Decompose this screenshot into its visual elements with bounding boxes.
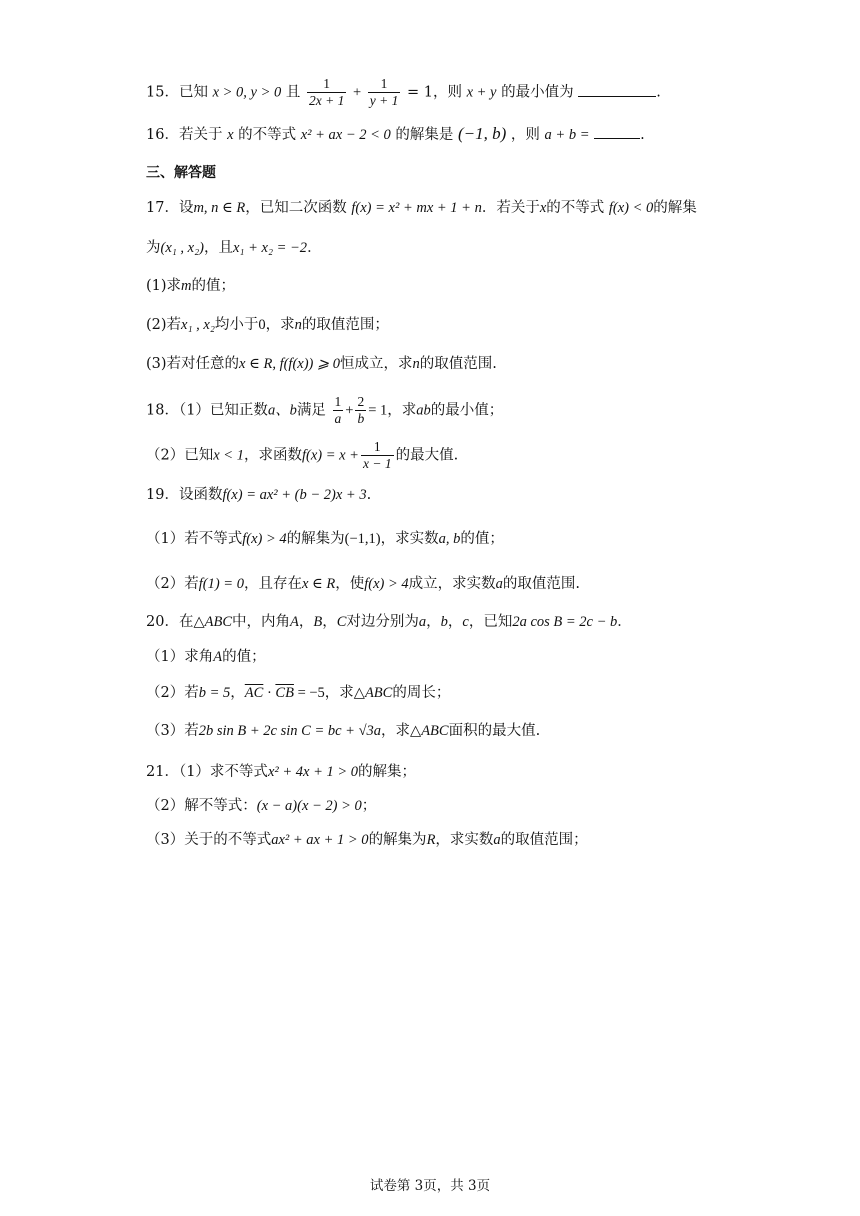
q21-part3-label: （3）关于的不等式: [146, 832, 272, 848]
q17-part3-label: (3)若对任意的: [146, 356, 240, 372]
q17-part1-label: (1)求: [146, 278, 182, 294]
q17-text-5: 为: [146, 240, 161, 256]
q19-text-7: 的取值范围.: [502, 576, 581, 592]
q19-text: 的解集为: [286, 531, 345, 547]
q21-inequality-3: ax² + ax + 1 > 0: [271, 832, 369, 848]
q18-function: f(x) = x +: [301, 447, 359, 464]
q18-text-5: 的最大值.: [395, 447, 459, 464]
vector-ac: $\overline{AC}$: [244, 685, 264, 701]
q21-set-r: R: [426, 832, 436, 848]
q16-text-2: 的解集是: [395, 127, 454, 143]
q19-condition: f(1) = 0: [198, 576, 244, 592]
q17-part2-text-2: ，求: [265, 317, 295, 333]
q20-label: 20．在: [146, 614, 194, 630]
q15-fraction-1: [307, 76, 346, 109]
q15-equals: = 1，则: [406, 84, 462, 101]
q16-label: 16．若关于: [146, 127, 223, 143]
question-20: [146, 612, 632, 632]
q17-label: 17．设: [146, 200, 194, 216]
q20-equation: 2a cos B = 2c − b: [512, 614, 618, 630]
q19-domain: x ∈ R: [301, 576, 336, 592]
q15-frac2-denominator: y + 1: [369, 93, 399, 108]
q20-part2-text: ，求: [324, 685, 354, 701]
q17-inequality: f(x) < 0: [608, 200, 654, 216]
q17-set: m, n ∈ R: [193, 200, 246, 216]
q19-label: 19．设函数: [146, 487, 223, 503]
q17-part3-condition: x ∈ R, f(f(x)) ⩾ 0: [239, 356, 341, 372]
q18-fraction-3: [361, 439, 394, 472]
q19-inequality-2: f(x) > 4: [364, 576, 409, 592]
q18-frac1-numerator: 1: [334, 394, 342, 409]
q17-part2-variables: x₁ , x₂: [181, 317, 215, 333]
q17-text-6: ，且: [204, 240, 233, 256]
q20-text-2: 对边分别为: [346, 614, 419, 630]
q20-part2-comma: ，: [230, 685, 245, 701]
q20-comma: ，: [298, 614, 314, 630]
q19-function: f(x) = ax² + (b − 2)x + 3: [222, 487, 367, 503]
q20-triangle-3: △ABC: [410, 723, 449, 739]
q15-fraction-2: [368, 76, 401, 109]
question-17-part-1: [146, 276, 235, 296]
q20-part3-text-2: 面积的最大值.: [448, 723, 541, 739]
q19-part1-label: （1）若不等式: [146, 531, 243, 547]
q20-part3-text: ，求: [381, 723, 411, 739]
q20-comma: ，: [322, 614, 337, 630]
q17-part2-text: 均小于: [214, 317, 259, 333]
q21-variable-a: a: [493, 832, 501, 848]
q17-interval: (x₁ , x₂): [160, 240, 204, 256]
q17-text-3: 的不等式: [546, 200, 605, 216]
q20-part2-condition: b = 5: [198, 685, 231, 701]
q18-text-2: ，求: [387, 402, 417, 419]
question-18-part-1: [146, 394, 503, 427]
q20-end: ．: [617, 614, 632, 630]
q18-variables: a、b: [267, 402, 297, 419]
section-heading: 三、解答题: [146, 165, 216, 181]
q18-frac3-denominator: x − 1: [362, 456, 392, 471]
q18-frac3-numerator: 1: [361, 439, 394, 456]
q17-part2-text-3: 的取值范围；: [301, 317, 389, 333]
q18-condition: x < 1: [213, 447, 244, 464]
q17-part1-text: 的值；: [191, 278, 236, 294]
q18-frac1-denominator: a: [334, 411, 342, 426]
question-19-part-2: [146, 574, 580, 594]
question-21-part-3: [146, 830, 588, 850]
q21-inequality: x² + 4x + 1 > 0: [267, 764, 359, 780]
q20-part2-label: （2）若: [146, 685, 199, 701]
q17-text-4: 的解集: [653, 200, 697, 216]
q19-text-2: ，求实数: [380, 531, 439, 547]
q19-text-4: ，且存在: [243, 576, 302, 592]
question-19: [146, 485, 371, 505]
q19-text-3: 的值；: [460, 531, 504, 547]
q20-part1-text: 的值；: [222, 649, 266, 665]
question-20-part-2: [146, 683, 450, 703]
dot-operator: ·: [263, 685, 276, 701]
question-17-part-2: [146, 315, 389, 335]
q20-part1-angle: A: [213, 649, 223, 665]
q17-part2-variable-n: n: [294, 317, 302, 333]
q15-label: 15．已知: [146, 84, 208, 101]
q16-variable: x: [227, 127, 234, 143]
question-20-part-3: [146, 721, 540, 741]
question-20-part-1: [146, 647, 266, 667]
q21-inequality-2: (x − a)(x − 2) > 0: [256, 798, 362, 814]
q17-variable: x: [539, 200, 547, 216]
q20-part3-equation: 2b sin B + 2c sin C = bc + √3a: [198, 723, 382, 739]
question-17-part-3: [146, 354, 497, 374]
q18-plus: +: [345, 402, 354, 419]
q17-text-2: ．若关于: [481, 200, 540, 216]
q18-part2-label: （2）已知: [146, 447, 214, 464]
q19-variable-a: a: [495, 576, 503, 592]
q18-frac2-numerator: 2: [357, 394, 365, 409]
q15-condition: x > 0, y > 0: [212, 84, 282, 101]
q20-side-b: b: [440, 614, 448, 630]
q21-part3-text-2: ，求实数: [435, 832, 494, 848]
q20-part1-label: （1）求角: [146, 649, 214, 665]
answer-blank[interactable]: [578, 82, 656, 97]
q20-side-a: a: [418, 614, 427, 630]
q20-text-3: ，已知: [468, 614, 513, 630]
q18-text-4: ，求函数: [243, 447, 302, 464]
q20-comma: ，: [447, 614, 463, 630]
q19-text-5: ，使: [335, 576, 365, 592]
vector-cb: $\overline{CB}$: [275, 685, 294, 701]
q20-angle-c: C: [336, 614, 347, 630]
q15-expression: x + y: [466, 84, 497, 101]
q21-part3-text: 的解集为: [368, 832, 427, 848]
q21-part3-text-3: 的取值范围；: [500, 832, 588, 848]
dot-product-result: = −5: [293, 685, 325, 701]
q16-solution-set: (−1, b): [458, 124, 507, 143]
q20-angle-a: A: [290, 614, 299, 630]
q17-part2-zero: 0: [258, 317, 266, 333]
q18-fraction-1: [333, 394, 344, 427]
q20-side-c: c: [462, 614, 469, 630]
question-15: [146, 76, 661, 109]
q19-solution-set: (−1,1): [344, 531, 381, 547]
q19-part2-label: （2）若: [146, 576, 199, 592]
question-21-part-1: [146, 762, 416, 782]
q17-part3-text-2: 的取值范围.: [419, 356, 497, 372]
question-16: [146, 124, 645, 145]
q16-end: .: [640, 127, 645, 143]
q17-part3-variable-n: n: [412, 356, 420, 372]
q20-triangle-2: △ABC: [353, 685, 393, 701]
q18-equals: = 1: [368, 402, 388, 419]
q18-frac2-denominator: b: [357, 411, 365, 426]
q15-and: 且: [285, 84, 301, 101]
page-footer: 试卷第 3页，共 3页: [369, 1178, 491, 1194]
q19-text-6: 成立，求实数: [408, 576, 496, 592]
q21-label: 21．（1）求不等式: [146, 764, 268, 780]
q21-part2-label: （2）解不等式：: [146, 798, 257, 814]
q16-expression: a + b =: [544, 127, 590, 143]
q17-part1-variable: m: [181, 278, 192, 294]
q20-text: 中，内角: [232, 614, 290, 630]
q17-function: f(x) = x² + mx + 1 + n: [351, 200, 482, 216]
q17-text-7: ．: [307, 240, 322, 256]
q20-triangle: △ABC: [193, 614, 232, 630]
q15-frac2-numerator: 1: [368, 76, 401, 93]
q18-fraction-2: [355, 394, 366, 427]
q15-tail: 的最小值为: [501, 84, 574, 101]
q19-inequality: f(x) > 4: [242, 531, 287, 547]
q20-angle-b: B: [313, 614, 323, 630]
q21-text: 的解集；: [358, 764, 417, 780]
q20-comma: ，: [426, 614, 441, 630]
q18-text-3: 的最小值；: [430, 402, 504, 419]
q17-sum: x₁ + x₂ = −2: [233, 240, 308, 256]
q17-part2-label: (2)若: [146, 317, 182, 333]
q15-end: .: [656, 84, 661, 101]
question-17-line-2: [146, 238, 322, 258]
question-18-part-2: [146, 439, 458, 472]
q15-frac1-numerator: 1: [307, 76, 346, 93]
q19-variables: a, b: [438, 531, 461, 547]
question-19-part-1: [146, 529, 504, 549]
q16-text-3: ，则: [510, 127, 540, 143]
q15-plus: +: [352, 84, 362, 101]
q21-part2-end: ；: [361, 798, 377, 814]
q17-text: ，已知二次函数: [245, 200, 347, 216]
question-21-part-2: [146, 796, 376, 816]
q16-inequality: x² + ax − 2 < 0: [300, 127, 391, 143]
q18-label: 18．（1）已知正数: [146, 402, 268, 419]
q17-part3-text: 恒成立，求: [340, 356, 413, 372]
q15-frac1-denominator: 2x + 1: [308, 93, 345, 108]
q16-text: 的不等式: [238, 127, 297, 143]
q20-part3-label: （3）若: [146, 723, 199, 739]
q20-part2-text-2: 的周长；: [392, 685, 451, 701]
question-17-line-1: [146, 198, 697, 218]
q18-text: 满足: [296, 402, 326, 419]
q18-product: ab: [416, 402, 431, 419]
answer-blank[interactable]: [594, 124, 640, 139]
q19-end: .: [366, 487, 372, 503]
